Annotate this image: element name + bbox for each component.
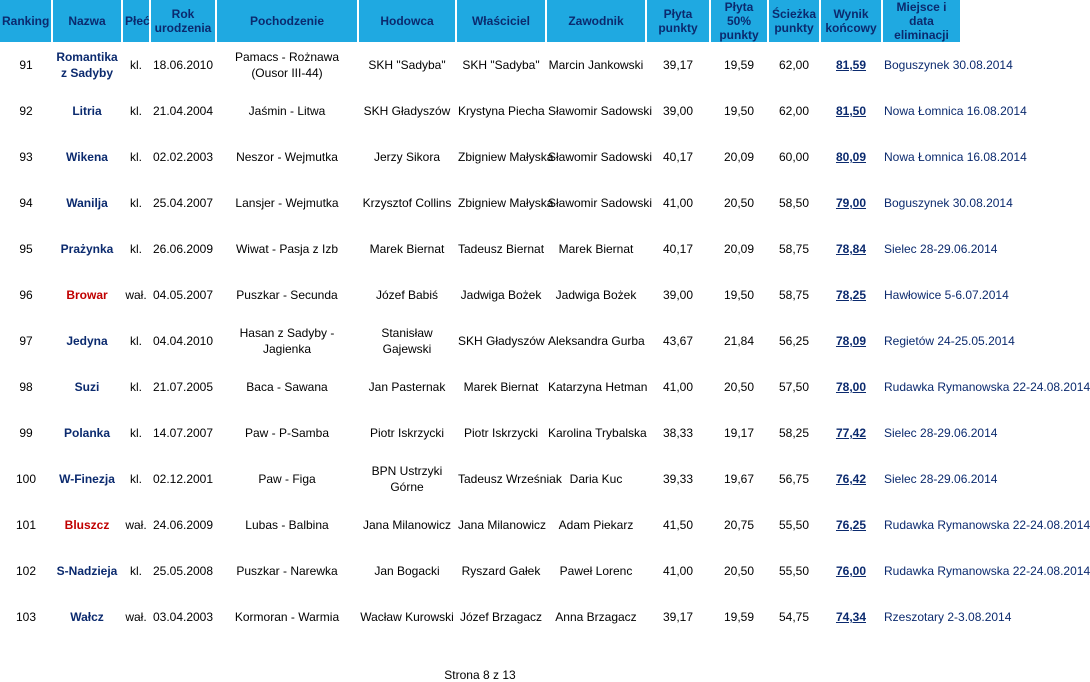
cell-rank: 102 <box>15 564 37 578</box>
cell-breeder: Jana Milanowicz <box>362 518 452 532</box>
cell-owner: Zbigniew Małyska <box>458 150 554 164</box>
cell-result: 80,09 <box>835 150 867 164</box>
cell-breeder: Marek Biernat <box>369 242 445 256</box>
cell-result: 74,34 <box>835 610 867 624</box>
cell-breeder: Piotr Iskrzycki <box>369 426 444 440</box>
cell-board: 39,17 <box>662 58 694 72</box>
cell-breeder: SKH "Sadyba" <box>368 58 446 72</box>
cell-board50: 19,17 <box>723 426 755 440</box>
cell-sex: kl. <box>130 150 142 164</box>
cell-sex: kl. <box>130 426 142 440</box>
cell-name: Prażynka <box>60 242 114 256</box>
cell-board50: 19,59 <box>723 610 755 624</box>
cell-rank: 93 <box>19 150 33 164</box>
cell-rank: 98 <box>19 380 33 394</box>
cell-birth: 04.05.2007 <box>152 288 214 302</box>
cell-result: 76,00 <box>835 564 867 578</box>
cell-breeder: BPN Ustrzyki Górne <box>371 464 443 494</box>
cell-birth: 02.02.2003 <box>152 150 214 164</box>
table-row <box>0 318 960 364</box>
cell-owner: Józef Brzagacz <box>459 610 543 624</box>
cell-board: 41,50 <box>662 518 694 532</box>
cell-board50: 19,67 <box>723 472 755 486</box>
cell-rank: 91 <box>19 58 33 72</box>
col-header-board: Płyta punkty <box>646 0 710 42</box>
cell-origin: Wiwat - Pasja z Izb <box>235 242 339 256</box>
cell-rank: 92 <box>19 104 33 118</box>
cell-place: Boguszynek 30.08.2014 <box>884 58 1013 72</box>
cell-breeder: Krzysztof Collins <box>362 196 452 210</box>
page-footer: Strona 8 z 13 <box>444 668 516 682</box>
cell-board50: 21,84 <box>723 334 755 348</box>
cell-rank: 103 <box>15 610 37 624</box>
cell-board50: 20,09 <box>723 242 755 256</box>
cell-origin: Lubas - Balbina <box>245 518 329 532</box>
cell-birth: 21.04.2004 <box>152 104 214 118</box>
cell-rider: Sławomir Sadowski <box>548 196 653 210</box>
table-row <box>0 410 960 456</box>
cell-path: 58,25 <box>778 426 810 440</box>
cell-result: 76,25 <box>835 518 867 532</box>
cell-sex: wał. <box>125 518 147 532</box>
cell-rank: 94 <box>19 196 33 210</box>
cell-path: 62,00 <box>778 58 810 72</box>
cell-path: 56,25 <box>778 334 810 348</box>
table-row <box>0 134 960 180</box>
cell-owner: Tadeusz Wrześniak <box>458 472 562 486</box>
cell-sex: kl. <box>130 564 142 578</box>
cell-origin: Neszor - Wejmutka <box>236 150 338 164</box>
cell-place: Boguszynek 30.08.2014 <box>884 196 1013 210</box>
cell-owner: SKH "Sadyba" <box>462 58 540 72</box>
cell-board50: 19,50 <box>723 288 755 302</box>
cell-sex: kl. <box>130 242 142 256</box>
col-header-result: Wynik końcowy <box>820 0 882 42</box>
cell-board: 39,00 <box>662 104 694 118</box>
cell-place: Sielec 28-29.06.2014 <box>884 242 998 256</box>
table-row <box>0 456 960 502</box>
cell-result: 77,42 <box>835 426 867 440</box>
cell-owner: Jana Milanowicz <box>458 518 547 532</box>
cell-place: Nowa Łomnica 16.08.2014 <box>884 150 1027 164</box>
table-row <box>0 272 960 318</box>
cell-name: Wanilja <box>66 196 108 210</box>
cell-rider: Marcin Jankowski <box>548 58 644 72</box>
cell-origin: Lansjer - Wejmutka <box>235 196 339 210</box>
table-row <box>0 42 960 88</box>
col-header-board50: Płyta 50% punkty <box>710 0 768 42</box>
cell-name: S-Nadzieja <box>56 564 118 578</box>
cell-board50: 20,75 <box>723 518 755 532</box>
cell-name: Bluszcz <box>64 518 110 532</box>
cell-rank: 97 <box>19 334 33 348</box>
cell-board50: 20,50 <box>723 380 755 394</box>
cell-owner: Zbigniew Małyska <box>458 196 554 210</box>
cell-name: Litria <box>72 104 102 118</box>
cell-rider: Katarzyna Hetman <box>548 380 648 394</box>
cell-board: 43,67 <box>662 334 694 348</box>
cell-owner: Marek Biernat <box>463 380 539 394</box>
cell-rider: Sławomir Sadowski <box>548 104 653 118</box>
col-header-breeder: Hodowca <box>358 0 456 42</box>
cell-path: 55,50 <box>778 564 810 578</box>
cell-result: 81,59 <box>835 58 867 72</box>
cell-path: 58,50 <box>778 196 810 210</box>
cell-breeder: Wacław Kurowski <box>360 610 454 624</box>
cell-breeder: Jan Bogacki <box>374 564 440 578</box>
cell-birth: 03.04.2003 <box>152 610 214 624</box>
cell-birth: 21.07.2005 <box>152 380 214 394</box>
cell-board: 41,00 <box>662 564 694 578</box>
cell-rank: 96 <box>19 288 33 302</box>
cell-sex: kl. <box>130 58 142 72</box>
cell-path: 58,75 <box>778 242 810 256</box>
cell-place: Rzeszotary 2-3.08.2014 <box>884 610 1012 624</box>
table-row <box>0 226 960 272</box>
cell-owner: Piotr Iskrzycki <box>463 426 538 440</box>
cell-breeder: SKH Gładyszów <box>363 104 451 118</box>
cell-place: Sielec 28-29.06.2014 <box>884 472 998 486</box>
cell-board: 39,17 <box>662 610 694 624</box>
cell-owner: Krystyna Piecha <box>458 104 545 118</box>
cell-birth: 24.06.2009 <box>152 518 214 532</box>
table-row <box>0 594 960 640</box>
cell-birth: 18.06.2010 <box>152 58 214 72</box>
cell-board50: 20,50 <box>723 196 755 210</box>
cell-sex: kl. <box>130 196 142 210</box>
cell-birth: 26.06.2009 <box>152 242 214 256</box>
cell-result: 78,00 <box>835 380 867 394</box>
cell-origin: Pamacs - Rożnawa (Ousor III-44) <box>234 50 340 80</box>
cell-origin: Puszkar - Secunda <box>236 288 338 302</box>
cell-breeder: Józef Babiś <box>375 288 439 302</box>
col-header-owner: Właściciel <box>456 0 546 42</box>
table-row <box>0 364 960 410</box>
cell-sex: wał. <box>125 288 147 302</box>
col-header-origin: Pochodzenie <box>216 0 358 42</box>
cell-board50: 19,50 <box>723 104 755 118</box>
cell-result: 78,09 <box>835 334 867 348</box>
cell-sex: kl. <box>130 104 142 118</box>
cell-place: Rudawka Rymanowska 22-24.08.2014 <box>884 518 1090 532</box>
cell-breeder: Jerzy Sikora <box>373 150 441 164</box>
cell-breeder: Jan Pasternak <box>368 380 446 394</box>
cell-rider: Sławomir Sadowski <box>548 150 653 164</box>
cell-rider: Karolina Trybalska <box>548 426 647 440</box>
cell-birth: 25.05.2008 <box>152 564 214 578</box>
cell-board: 40,17 <box>662 242 694 256</box>
cell-rank: 99 <box>19 426 33 440</box>
cell-owner: Tadeusz Biernat <box>458 242 545 256</box>
table-row <box>0 548 960 594</box>
cell-origin: Jaśmin - Litwa <box>248 104 326 118</box>
cell-owner: Ryszard Gałek <box>461 564 541 578</box>
cell-name: Jedyna <box>66 334 108 348</box>
cell-name: Romantika z Sadyby <box>56 50 118 80</box>
cell-owner: SKH Gładyszów <box>458 334 545 348</box>
cell-birth: 04.04.2010 <box>152 334 214 348</box>
cell-path: 55,50 <box>778 518 810 532</box>
header-row <box>0 0 960 42</box>
cell-path: 58,75 <box>778 288 810 302</box>
cell-sex: kl. <box>130 380 142 394</box>
cell-result: 81,50 <box>835 104 867 118</box>
cell-place: Rudawka Rymanowska 22-24.08.2014 <box>884 564 1090 578</box>
cell-place: Regietów 24-25.05.2014 <box>884 334 1015 348</box>
cell-board50: 20,50 <box>723 564 755 578</box>
cell-name: W-Finezja <box>59 472 115 486</box>
cell-birth: 25.04.2007 <box>152 196 214 210</box>
cell-board: 41,00 <box>662 380 694 394</box>
cell-name: Polanka <box>63 426 111 440</box>
cell-origin: Hasan z Sadyby - Jagienka <box>239 326 335 356</box>
cell-place: Sielec 28-29.06.2014 <box>884 426 998 440</box>
cell-place: Rudawka Rymanowska 22-24.08.2014 <box>884 380 1090 394</box>
cell-path: 57,50 <box>778 380 810 394</box>
cell-result: 78,25 <box>835 288 867 302</box>
col-header-ranking: Ranking <box>0 0 52 42</box>
cell-path: 62,00 <box>778 104 810 118</box>
cell-birth: 14.07.2007 <box>152 426 214 440</box>
col-header-rider: Zawodnik <box>546 0 646 42</box>
cell-rider: Aleksandra Gurba <box>548 334 645 348</box>
col-header-sex: Płeć <box>122 0 150 42</box>
table-row <box>0 88 960 134</box>
cell-sex: kl. <box>130 334 142 348</box>
cell-sex: wał. <box>125 610 147 624</box>
cell-rider: Jadwiga Bożek <box>555 288 637 302</box>
cell-path: 56,75 <box>778 472 810 486</box>
cell-name: Wikena <box>66 150 108 164</box>
cell-rider: Marek Biernat <box>558 242 634 256</box>
table-row <box>0 502 960 548</box>
cell-path: 60,00 <box>778 150 810 164</box>
cell-origin: Baca - Sawana <box>246 380 328 394</box>
cell-rank: 101 <box>15 518 37 532</box>
col-header-name: Nazwa <box>52 0 122 42</box>
cell-result: 76,42 <box>835 472 867 486</box>
col-header-place: Miejsce i data eliminacji <box>882 0 960 42</box>
cell-board: 39,00 <box>662 288 694 302</box>
cell-birth: 02.12.2001 <box>152 472 214 486</box>
cell-board50: 20,09 <box>723 150 755 164</box>
cell-origin: Puszkar - Narewka <box>236 564 338 578</box>
cell-board: 39,33 <box>662 472 694 486</box>
cell-breeder: Stanisław Gajewski <box>381 326 433 356</box>
cell-rider: Paweł Lorenc <box>559 564 633 578</box>
cell-result: 78,84 <box>835 242 867 256</box>
cell-place: Hawłowice 5-6.07.2014 <box>884 288 1009 302</box>
table-body <box>0 42 1090 640</box>
cell-rider: Daria Kuc <box>569 472 623 486</box>
cell-board: 40,17 <box>662 150 694 164</box>
cell-owner: Jadwiga Bożek <box>460 288 542 302</box>
cell-origin: Kormoran - Warmia <box>234 610 340 624</box>
cell-origin: Paw - Figa <box>258 472 316 486</box>
col-header-birth: Rok urodzenia <box>150 0 216 42</box>
cell-place: Nowa Łomnica 16.08.2014 <box>884 104 1027 118</box>
cell-rider: Anna Brzagacz <box>555 610 637 624</box>
cell-board: 38,33 <box>662 426 694 440</box>
cell-name: Browar <box>66 288 108 302</box>
col-header-path: Ścieżka punkty <box>768 0 820 42</box>
cell-rank: 95 <box>19 242 33 256</box>
cell-rank: 100 <box>15 472 37 486</box>
cell-board50: 19,59 <box>723 58 755 72</box>
cell-sex: kl. <box>130 472 142 486</box>
cell-board: 41,00 <box>662 196 694 210</box>
cell-rider: Adam Piekarz <box>558 518 634 532</box>
cell-name: Suzi <box>74 380 100 394</box>
cell-path: 54,75 <box>778 610 810 624</box>
cell-name: Wałcz <box>70 610 104 624</box>
cell-origin: Paw - P-Samba <box>244 426 330 440</box>
table-row <box>0 180 960 226</box>
cell-result: 79,00 <box>835 196 867 210</box>
